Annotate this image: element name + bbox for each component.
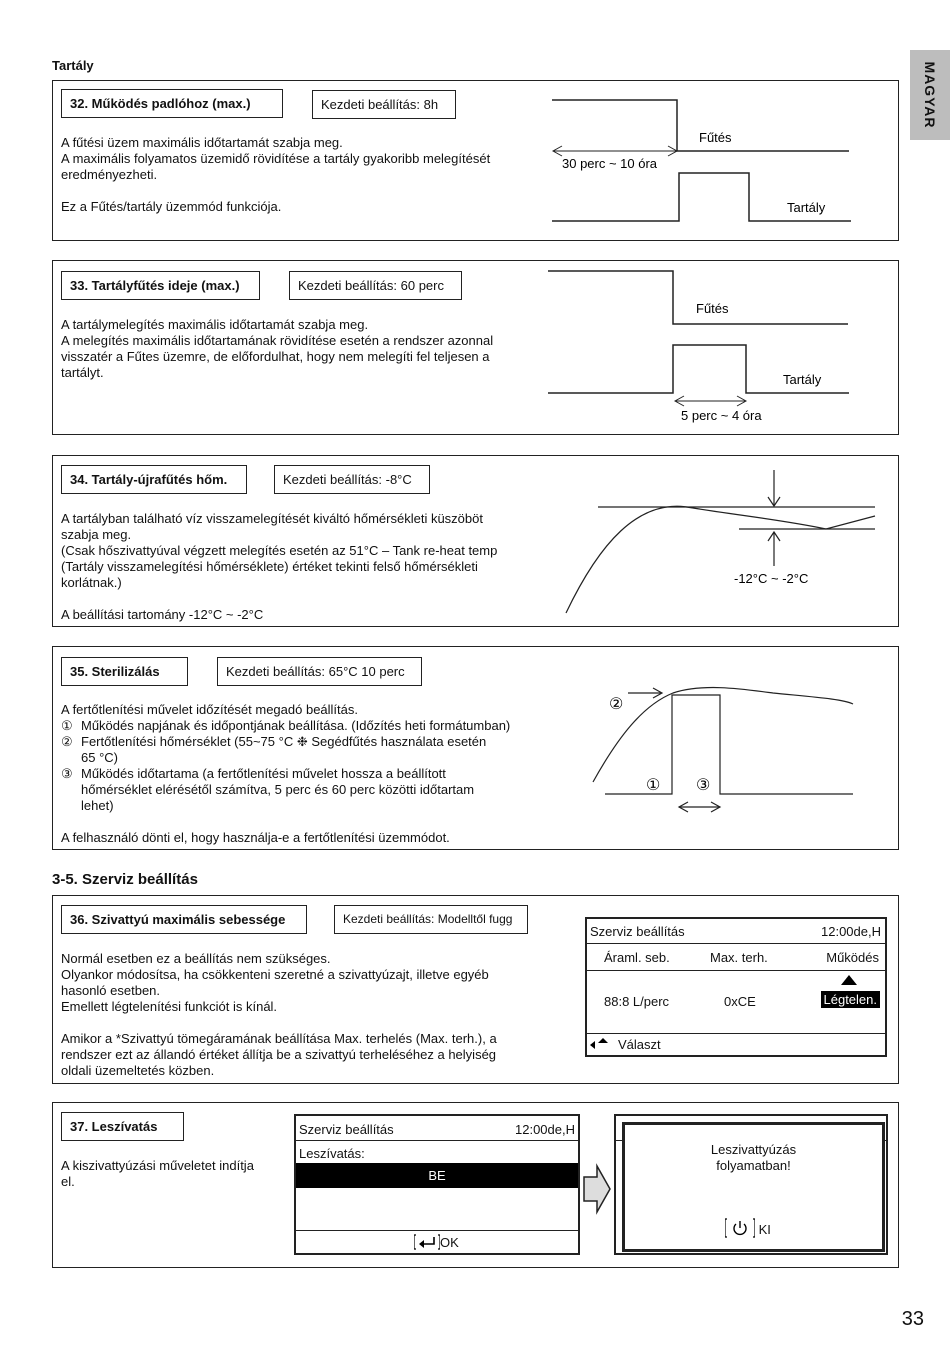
list-mark: ②: [61, 734, 73, 749]
enter-icon: [414, 1234, 440, 1250]
pump-down-lcd-screen: [294, 1114, 580, 1255]
panel-33: [52, 260, 899, 435]
lcd-columns: [587, 944, 885, 971]
panel-32: [52, 80, 899, 241]
lcd-on-option[interactable]: BE: [296, 1163, 578, 1188]
panel-36: [52, 895, 899, 1084]
setting-36-title: 36. Szivattyú maximális sebessége: [61, 905, 307, 934]
setting-32-title: 32. Működés padlóhoz (max.): [61, 89, 283, 118]
diagram-32-heating-label: Fűtés: [699, 130, 732, 145]
lcd-title: Szerviz beállítás: [590, 924, 685, 939]
lcd-max-load-value: 0xCE: [724, 994, 756, 1009]
text-line: A maximális folyamatos üzemidő rövidítése a tartály gyakoribb melegítését: [61, 151, 491, 166]
text-line: A fertőtlenítési művelet időzítését megadó beállítás.: [61, 702, 359, 717]
language-tab: [910, 50, 950, 140]
setting-32-default: Kezdeti beállítás: 8h: [312, 90, 456, 119]
progress-message-line: folyamatban!: [716, 1158, 791, 1173]
setting-37-title: 37. Leszívatás: [61, 1112, 184, 1141]
text-line: A fűtési üzem maximális időtartamát szabja meg.: [61, 135, 343, 150]
text-line: 65 °C): [81, 750, 118, 765]
text-line: Amikor a *Szivattyú tömegáramának beállítása Max. terhelés (Max. terh.), a: [61, 1031, 497, 1046]
text-line: A tartályban található víz visszamelegítését kiváltó hőmérsékleti küszöböt: [61, 511, 483, 526]
lcd-title: Szerviz beállítás: [299, 1122, 394, 1137]
text-line: Működés napjának és időpontjának beállítása. (Időzítés heti formátumban): [81, 718, 511, 733]
text-line: hasonló esetben.: [61, 983, 161, 998]
setting-36-default: Kezdeti beállítás: Modelltől fugg: [334, 905, 528, 934]
setting-33-title: 33. Tartályfűtés ideje (max.): [61, 271, 260, 300]
list-mark: ①: [61, 718, 73, 733]
next-arrow-icon: [581, 1163, 613, 1215]
text-line: Működés időtartama (a fertőtlenítési művelet hossza a beállított: [81, 766, 446, 781]
lcd-air-purge-option[interactable]: Légtelen.: [821, 991, 881, 1008]
text-line: A kiszivattyúzási műveletet indítja: [61, 1158, 254, 1173]
panel-34: [52, 455, 899, 627]
lcd-footer: [587, 1034, 885, 1056]
text-line: A tartálymelegítés maximális időtartamát szabja meg.: [61, 317, 369, 332]
up-arrow-icon[interactable]: [841, 975, 857, 985]
text-line: A felhasználó dönti el, hogy használja-e a fertőtlenítési üzemmódot.: [61, 830, 450, 845]
lcd-header: [296, 1116, 578, 1141]
power-icon: [725, 1218, 755, 1238]
lcd-ok-label: OK: [440, 1235, 459, 1250]
progress-popup: [622, 1122, 885, 1252]
panel-35: [52, 646, 899, 850]
text-line: (Csak hőszivattyúval végzett melegítés esetén az 51°C – Tank re-heat temp: [61, 543, 498, 558]
lcd-values: [587, 971, 885, 1034]
text-line: tartályt.: [61, 365, 104, 380]
off-label: KI: [758, 1222, 771, 1237]
off-button[interactable]: [725, 1218, 771, 1238]
service-section-title: 3-5. Szerviz beállítás: [52, 871, 198, 888]
text-line: visszatér a Fűtes üzemre, de előfordulhat, hogy nem melegíti fel teljesen a: [61, 349, 490, 364]
diagram-32-tank-label: Tartály: [787, 200, 826, 215]
text-line: szabja meg.: [61, 527, 132, 542]
diagram-34: [53, 456, 900, 628]
lcd-ok-button[interactable]: [414, 1234, 459, 1250]
pump-down-progress-screen: [614, 1114, 888, 1255]
diagram-32: [53, 81, 900, 242]
text-line: A beállítási tartomány -12°C ~ -2°C: [61, 607, 264, 622]
text-line: Fertőtlenítési hőmérséklet (55~75 °C ❉ Segédfűtés használata esetén: [81, 734, 487, 749]
lcd-col-operation: Működés: [826, 950, 879, 965]
text-line: eredményezheti.: [61, 167, 158, 182]
text-line: Olyankor módosítsa, ha csökkenteni szeretné a szivattyúzajt, illetve egyéb: [61, 967, 489, 982]
section-title: Tartály: [52, 58, 94, 73]
lcd-footer: [296, 1230, 578, 1255]
lcd-col-flow: Áraml. seb.: [604, 950, 670, 965]
text-line: Emellett légtelenítési funkciót is kínál.: [61, 999, 278, 1014]
diagram-32-range-label: 30 perc ~ 10 óra: [562, 156, 658, 171]
text-line: (Tartály visszamelegítési hőmérséklete) értéket tekinti felső hőmérsékleti: [61, 559, 478, 574]
progress-message: [625, 1142, 882, 1174]
text-line: A melegítés maximális időtartamának rövidítése esetén a rendszer azonnal: [61, 333, 494, 348]
setting-34-default: Kezdeti beállítás: -8°C: [274, 465, 430, 494]
lcd-flow-value: 88:8 L/perc: [604, 994, 670, 1009]
diagram-33-heating-label: Fűtés: [696, 301, 729, 316]
setting-36-description: [61, 951, 497, 1079]
diagram-35-marker-1: ①: [646, 777, 661, 794]
list-mark: ③: [61, 766, 73, 781]
lcd-select-hint: Választ: [618, 1037, 661, 1052]
setting-34-title: 34. Tartály-újrafűtés hőm.: [61, 465, 247, 494]
page-number: 33: [901, 1308, 924, 1330]
lcd-pump-down-label: Leszívatás:: [299, 1146, 365, 1161]
diagram-33: [53, 261, 900, 436]
panel-37: [52, 1102, 899, 1268]
setting-35-title: 35. Sterilizálás: [61, 657, 188, 686]
setting-37-description: [61, 1158, 254, 1190]
diagram-35: [53, 647, 900, 851]
diagram-33-tank-label: Tartály: [783, 372, 822, 387]
lcd-col-max-load: Max. terh.: [710, 950, 768, 965]
lcd-header: [587, 919, 885, 944]
text-line: rendszer ezt az állandó értéket állítja be a szivattyú terheléséhez a helyiség: [61, 1047, 497, 1062]
progress-message-line: Leszivattyúzás: [710, 1142, 797, 1157]
text-line: hőmérséklet elérésétől számítva, 5 perc és 60 perc közötti időtartam: [81, 782, 475, 797]
text-line: el.: [61, 1174, 75, 1189]
setting-35-default: Kezdeti beállítás: 65°C 10 perc: [217, 657, 422, 686]
lcd-clock: 12:00de,H: [821, 924, 881, 939]
text-line: lehet): [81, 798, 114, 813]
text-line: Ez a Fűtés/tartály üzemmód funkciója.: [61, 199, 282, 214]
language-tab-label: MAGYAR: [922, 61, 938, 129]
text-line: [61, 1015, 497, 1031]
text-line: oldali üzemeltetés közben.: [61, 1063, 215, 1078]
diagram-35-marker-2: ②: [609, 696, 624, 713]
diagram-35-marker-3: ③: [696, 777, 711, 794]
lcd-clock: 12:00de,H: [515, 1122, 575, 1137]
setting-33-default: Kezdeti beállítás: 60 perc: [289, 271, 462, 300]
text-line: korlátnak.): [61, 575, 122, 590]
text-line: Normál esetben ez a beállítás nem szükséges.: [61, 951, 331, 966]
service-lcd-screen: [585, 917, 887, 1057]
left-up-arrows-icon: [590, 1038, 608, 1050]
diagram-34-range-label: -12°C ~ -2°C: [734, 571, 809, 586]
diagram-33-range-label: 5 perc ~ 4 óra: [681, 408, 762, 423]
lcd-label-row: [296, 1143, 578, 1165]
